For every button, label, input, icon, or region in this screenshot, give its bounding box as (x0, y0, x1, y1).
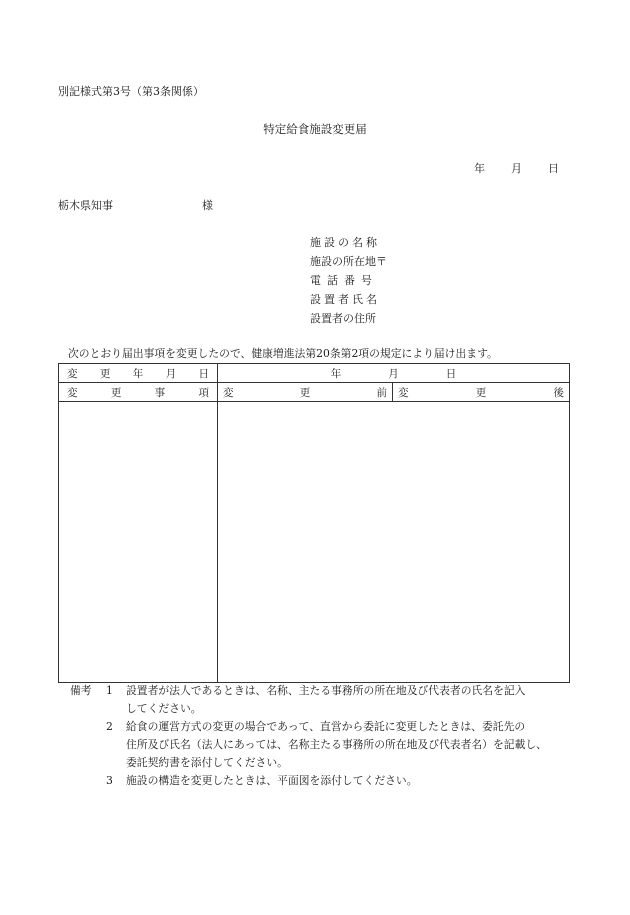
form-number: 別記様式第3号（第3条関係） (58, 85, 204, 98)
page-title: 特定給食施設変更届 (263, 122, 367, 136)
field-facility-address: 施設の所在地〒 (310, 255, 387, 268)
before-change-header: 変 更 前 (218, 383, 393, 402)
date-line (474, 163, 559, 174)
note-1-line-1: 設置者が法人であるときは、名称、主たる事務所の所在地及び代表者の氏名を記入 (126, 684, 526, 697)
field-founder-address: 設置者の住所 (310, 312, 376, 325)
field-founder-name: 設置者氏名 (310, 293, 380, 306)
note-2-line-2: 住所及び氏名（法人にあっては、名称主たる事務所の所在地及び代表者名）を記載し、 (126, 738, 547, 751)
table-row-date (59, 364, 570, 383)
applicant-fields (310, 237, 387, 332)
change-date-value-cell[interactable]: 年 月 日 (218, 364, 570, 383)
note-2-line-3: 委託契約書を添付してください。 (126, 756, 288, 769)
note-2-line-1: 給食の運営方式の変更の場合であって、直営から委託に変更したときは、委託先の (126, 720, 526, 733)
table-row-body (59, 402, 570, 683)
change-date-header: 変 更 年 月 日 (59, 364, 218, 383)
change-table (58, 363, 570, 683)
date-year-label: 年 (474, 162, 485, 175)
change-item-cell[interactable] (59, 402, 218, 683)
note-3-line-1: 施設の構造を変更したときは、平面図を添付してください。 (126, 774, 418, 787)
statement: 次のとおり届出事項を変更したので、健康増進法第20条第2項の規定により届け出ます。 (68, 347, 498, 360)
notes-label: 備考 (70, 684, 92, 697)
notes-section: 備考 1 設置者が法人であるときは、名称、主たる事務所の所在地及び代表者の氏名を記入 してください。 2 給食の運営方式の変更の場合であって、直営から委託に変更したときは、委託先の 住所及び氏名（法人にあっては、名称主たる事務所の所在地及び代表者名）を記載し、 委託契約書を添付してください。 3 施設の構造を変更したときは、平面図を添付してください。 (70, 686, 547, 794)
addressee-honorific: 様 (202, 199, 213, 212)
field-phone: 電話番号 (310, 274, 378, 287)
field-facility-name: 施設の名称 (310, 236, 380, 249)
change-detail-cell[interactable] (218, 402, 570, 683)
note-1-line-2: してください。 (126, 702, 202, 715)
date-month-label: 月 (511, 162, 522, 175)
addressee-governor: 栃木県知事 (58, 199, 113, 212)
after-change-header: 変 更 後 (393, 383, 570, 402)
date-day-label: 日 (548, 162, 559, 175)
change-item-header: 変 更 事 項 (59, 383, 218, 402)
table-row-headers (59, 383, 570, 402)
